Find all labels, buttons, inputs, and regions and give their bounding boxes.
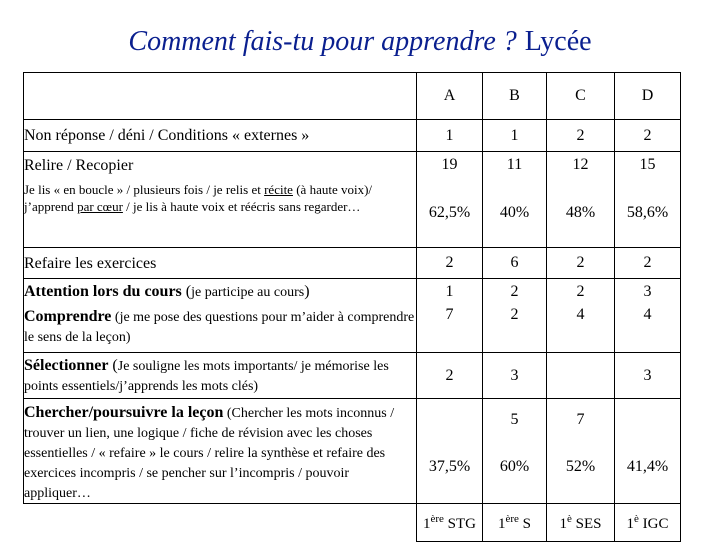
row-label-cell	[24, 353, 417, 399]
footer-cell-b	[483, 504, 547, 542]
cell-b	[483, 152, 547, 248]
cell-a	[417, 399, 483, 504]
footer-sup: ère	[505, 512, 519, 525]
attention-line	[24, 282, 416, 302]
selectionner-label: Sélectionner	[24, 356, 109, 374]
attention-detail: je participe au cours	[191, 285, 305, 300]
table-row-refaire	[24, 248, 681, 279]
footer-num: 1	[422, 515, 431, 532]
row-label: Relire / Recopier	[24, 157, 134, 174]
cell-b	[483, 279, 547, 353]
attention-label: Attention lors du cours	[24, 283, 182, 300]
attention-value: 2	[510, 283, 519, 300]
cell-count: 19	[441, 156, 458, 173]
cell-b	[483, 399, 547, 504]
attention-value: 1	[445, 283, 454, 300]
cell-d	[615, 399, 681, 504]
cell-count: 5	[510, 411, 519, 428]
cell-percent: 40%	[499, 204, 530, 221]
cell-a: 2	[417, 248, 483, 279]
cell-a: 1	[417, 120, 483, 152]
cell-c	[547, 353, 615, 399]
cell-count: 15	[639, 156, 656, 173]
footer-class: IGC	[638, 515, 669, 532]
footer-cell-c	[547, 504, 615, 542]
table-row-relire	[24, 152, 681, 248]
row-label: Non réponse / déni / Conditions « externes »	[24, 120, 417, 152]
footer-cell-d	[615, 504, 681, 542]
footer-empty-cell	[24, 504, 417, 542]
cell-d	[615, 152, 681, 248]
cell-a	[417, 152, 483, 248]
cell-c	[547, 399, 615, 504]
attention-paren-close: )	[304, 283, 310, 300]
cell-c	[547, 279, 615, 353]
cell-b: 6	[483, 248, 547, 279]
attention-value: 3	[643, 283, 652, 300]
comprendre-value: 7	[445, 306, 454, 323]
column-header-c: C	[547, 73, 615, 120]
table-row-non-reponse	[24, 120, 681, 152]
row-detail	[24, 181, 416, 215]
footer-class: SES	[571, 515, 602, 532]
table-row-selectionner	[24, 353, 681, 399]
table-row-chercher	[24, 399, 681, 504]
table-row-attention-comprendre	[24, 279, 681, 353]
detail-part: (à haute voix)/ j’apprend	[24, 182, 373, 214]
footer-num: 1	[626, 515, 634, 532]
cell-a: 2	[417, 353, 483, 399]
footer-num: 1	[497, 515, 506, 532]
column-header-b: B	[483, 73, 547, 120]
title-level: Lycée	[524, 26, 592, 57]
header-empty-cell	[24, 73, 417, 120]
cell-percent: 52%	[565, 458, 596, 475]
cell-b: 1	[483, 120, 547, 152]
footer-class: S	[518, 515, 532, 532]
detail-part: Je lis « en boucle » / plusieurs fois / je relis et	[24, 182, 265, 197]
header-row	[24, 73, 681, 120]
row-label-cell	[24, 152, 417, 248]
cell-b: 3	[483, 353, 547, 399]
page-title	[0, 26, 720, 58]
chercher-label: Chercher/poursuivre la leçon	[24, 404, 224, 421]
detail-recite: récite	[264, 182, 293, 197]
footer-sup: ère	[430, 512, 444, 525]
cell-count: 7	[576, 411, 585, 428]
cell-percent: 41,4%	[626, 458, 669, 475]
comprendre-line	[24, 307, 416, 347]
cell-c	[547, 152, 615, 248]
detail-par-coeur: par cœur	[77, 199, 123, 214]
footer-cell-a	[417, 504, 483, 542]
row-label-cell	[24, 279, 417, 353]
column-header-a: A	[417, 73, 483, 120]
cell-d: 2	[615, 120, 681, 152]
comprendre-value: 4	[643, 306, 652, 323]
cell-c: 2	[547, 120, 615, 152]
cell-percent: 60%	[499, 458, 530, 475]
results-table	[23, 72, 681, 542]
cell-percent: 37,5%	[428, 458, 471, 475]
footer-class: STG	[443, 515, 477, 532]
comprendre-value: 2	[510, 306, 519, 323]
chercher-detail: (Chercher les mots inconnus / trouver un lien, une logique / fiche de révision avec les choses essentielles / « refaire » le cours / relire la synthèse et refaire des exercices incompris / se pencher sur l’incompris / pouvoir appliquer…	[24, 406, 395, 501]
title-question: Comment fais-tu pour apprendre ?	[128, 26, 517, 57]
selectionner-detail: Je souligne les mots importants/ je mémorise les points essentiels/j’apprends les mots clés)	[24, 358, 389, 394]
footer-sup: è	[567, 512, 572, 525]
comprendre-value: 4	[576, 306, 585, 323]
row-label-cell	[24, 399, 417, 504]
selectionner-paren: (	[108, 356, 118, 374]
cell-a	[417, 279, 483, 353]
footer-row	[24, 504, 681, 542]
comprendre-label: Comprendre	[24, 308, 112, 325]
cell-d: 3	[615, 353, 681, 399]
cell-d: 2	[615, 248, 681, 279]
comprendre-detail: (je me pose des questions pour m’aider à comprendre le sens de la leçon)	[24, 310, 415, 345]
cell-count	[417, 399, 482, 428]
row-label: Refaire les exercices	[24, 248, 417, 279]
cell-count: 11	[506, 156, 523, 173]
footer-sup: è	[634, 512, 639, 525]
attention-paren-open: (	[181, 283, 192, 300]
column-header-d: D	[615, 73, 681, 120]
cell-percent: 58,6%	[626, 204, 669, 221]
cell-d	[615, 279, 681, 353]
cell-percent: 48%	[565, 204, 596, 221]
cell-percent: 62,5%	[428, 204, 471, 221]
cell-c: 2	[547, 248, 615, 279]
cell-count	[615, 399, 680, 428]
attention-value: 2	[576, 283, 585, 300]
detail-part: / je lis à haute voix et réécris sans regarder…	[122, 199, 361, 214]
cell-count: 12	[572, 156, 589, 173]
footer-num: 1	[559, 515, 567, 532]
